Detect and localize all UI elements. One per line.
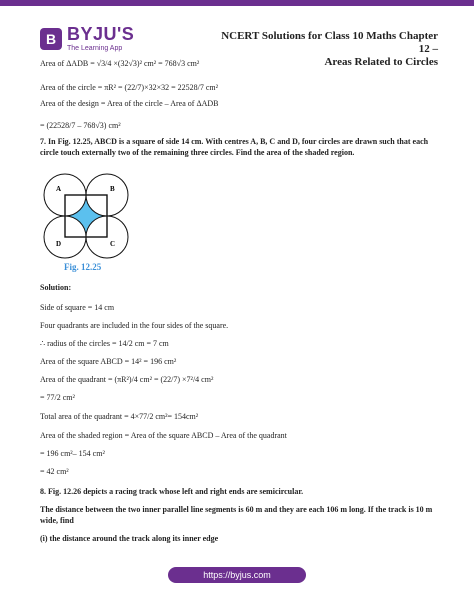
title-line-1: NCERT Solutions for Class 10 Maths Chapter 12 – <box>221 30 438 55</box>
vertex-label-c: C <box>110 240 116 248</box>
text-line: Area of ΔADB = √3/4 ×(32√3)² cm² = 768√3 cm² <box>40 59 200 68</box>
vertex-label-b: B <box>110 185 115 193</box>
text-line: = 77/2 cm² <box>40 393 75 402</box>
text-line: Area of the shaded region = Area of the square ABCD – Area of the quadrant <box>40 431 287 440</box>
question-7: 7. In Fig. 12.25, ABCD is a square of side 14 cm. With centres A, B, C and D, four circles are drawn such that each circle touch externally two of the remaining three circles. Find the area of the shaded region. <box>40 137 429 157</box>
logo-name: BYJU'S <box>67 24 135 44</box>
figure-12-25 <box>36 166 136 274</box>
figure-caption: Fig. 12.25 <box>64 262 102 272</box>
text-line: Total area of the quadrant = 4×77/2 cm²= 154cm² <box>40 412 199 421</box>
question-8-detail: The distance between the two inner parallel line segments is 60 m and they are each 106 m long. If the track is 10 m wide, find <box>40 505 433 525</box>
question-8: 8. Fig. 12.26 depicts a racing track whose left and right ends are semicircular. <box>40 487 304 496</box>
text-line: Area of the design = Area of the circle – Area of ΔADB <box>40 99 219 108</box>
text-line: Side of square = 14 cm <box>40 303 115 312</box>
vertex-label-a: A <box>56 185 62 193</box>
text-line: = 42 cm² <box>40 467 69 476</box>
logo-mark-icon: B <box>40 28 62 50</box>
text-line: Area of the circle = πR² = (22/7)×32×32 = 22528/7 cm² <box>40 83 219 92</box>
text-line: = 196 cm²– 154 cm² <box>40 449 105 458</box>
text-line: ∴ radius of the circles = 14/2 cm = 7 cm <box>40 339 169 348</box>
solution-heading: Solution: <box>40 283 72 292</box>
document-title <box>218 30 438 69</box>
top-accent-bar <box>0 0 474 6</box>
vertex-label-d: D <box>56 240 62 248</box>
text-line: Area of the quadrant = (πR²)/4 cm² = (22/7) ×7²/4 cm² <box>40 375 214 384</box>
footer-url-link[interactable]: https://byjus.com <box>168 567 306 583</box>
text-line: = (22528/7 – 768√3) cm² <box>40 121 121 130</box>
logo-tagline: The Learning App <box>67 45 123 52</box>
text-line: Area of the square ABCD = 14² = 196 cm² <box>40 357 177 366</box>
text-line: Four quadrants are included in the four sides of the square. <box>40 321 229 330</box>
title-line-2: Areas Related to Circles <box>324 56 438 68</box>
question-8-part-i: (i) the distance around the track along its inner edge <box>40 534 219 543</box>
byjus-logo[interactable] <box>40 25 134 52</box>
